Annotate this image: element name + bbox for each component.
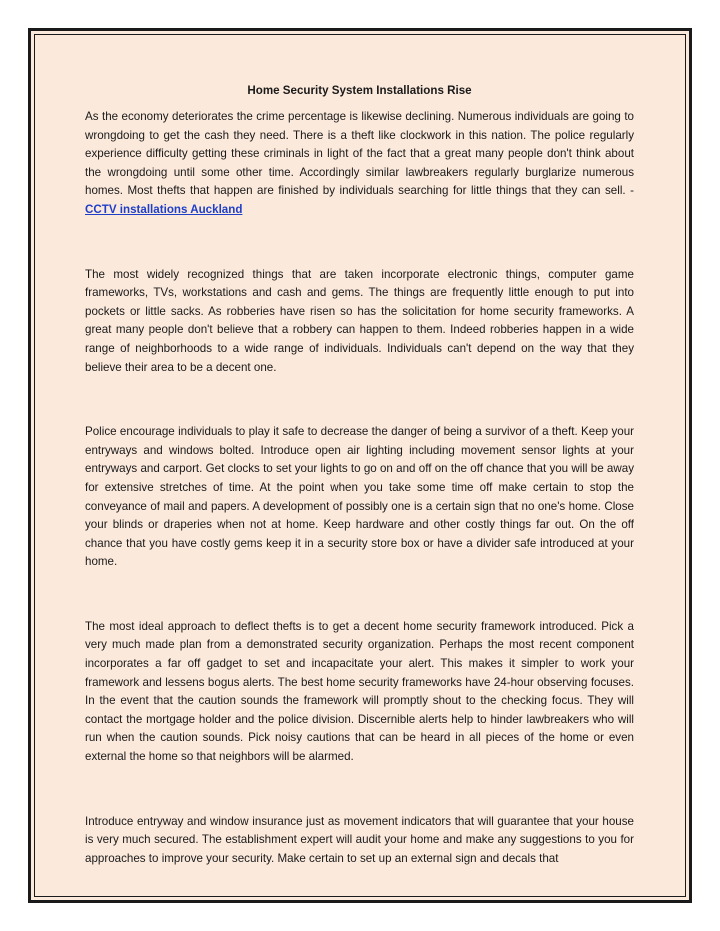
cctv-installations-link[interactable]: CCTV installations Auckland <box>85 202 243 216</box>
document-body <box>85 82 634 868</box>
paragraph-3: Police encourage individuals to play it safe to decrease the danger of being a survivor of a theft. Keep your entryways and windows bolted. Introduce open air lighting including movement sensor lights at your entryways and carport. Get clocks to set your lights to go on and off on the off chance that you will be away for extensive stretches of time. At the point when you take some time off make certain to stop the conveyance of mail and papers. A development of possibly one is a certain sign that no one's home. Close your blinds or draperies when not at home. Keep hardware and other costly things far out. On the off chance that you have costly gems keep it in a security store box or have a divider safe introduced at your home. <box>85 425 634 569</box>
paragraph-spacer <box>85 220 634 266</box>
paragraph-1-text: As the economy deteriorates the crime percentage is likewise declining. Numerous individuals are going to wrongdoing to get the cash they need. There is a theft like clockwork in this nation. The police regularly experience difficulty getting these criminals in light of the fact that a great many people don't think about the wrongdoing until some other time. Accordingly similar lawbreakers regularly burglarize numerous homes. Most thefts that happen are finished by individuals searching for little things that they can sell. - <box>85 110 634 198</box>
paragraph-2: The most widely recognized things that are taken incorporate electronic things, computer game frameworks, TVs, workstations and cash and gems. The things are frequently little enough to put into pockets or little sacks. As robberies have risen so has the solicitation for home security frameworks. A great many people don't believe that a robbery can happen to them. Indeed robberies happen in a wide range of neighborhoods to a wide range of individuals. Individuals can't depend on the way that they believe their area to be a decent one. <box>85 267 634 374</box>
paragraph-spacer <box>85 572 634 618</box>
paragraph-1 <box>85 108 634 220</box>
paragraph-spacer <box>85 767 634 813</box>
paragraph-5: Introduce entryway and window insurance just as movement indicators that will guarantee that your house is very much secured. The establishment expert will audit your home and make any suggestions to you for approaches to improve your security. Make certain to set up an external sign and decals that <box>85 814 634 865</box>
paragraph-4: The most ideal approach to deflect thefts is to get a decent home security framework introduced. Pick a very much made plan from a demonstrated security organization. Perhaps the most recent component incorporates a far off gadget to set and incapacitate your alert. This makes it simpler to work your framework and lessens bogus alerts. The best home security frameworks have 24-hour observing focuses. In the event that the caution sounds the framework will promptly shout to the checking focus. They will contact the mortgage holder and the police division. Discernible alerts help to hinder lawbreakers who will run when the caution sounds. Pick noisy cautions that can be heard in all pieces of the home or even external the home so that neighbors will be alarmed. <box>85 619 634 764</box>
document-title: Home Security System Installations Rise <box>247 84 472 97</box>
paragraph-spacer <box>85 377 634 423</box>
